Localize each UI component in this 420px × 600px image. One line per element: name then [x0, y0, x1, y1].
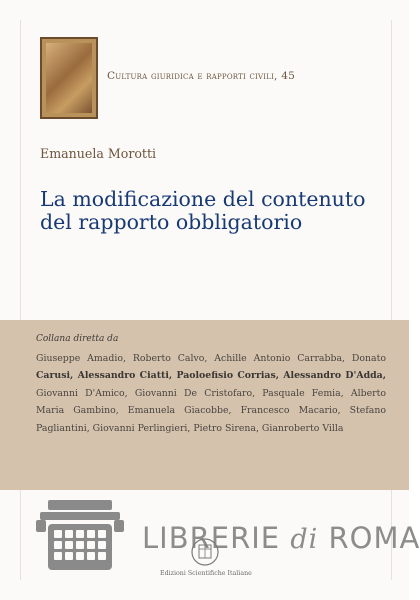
collana-label: Collana diretta da: [36, 334, 119, 344]
editors-text-3: Giovanni D'Amico, Giovanni De Cristofaro, Pasquale Femia, Alberto Maria Gambino, Emanuela Giacobbe, Francesco Macario, Stefano Pagliantini, Giovanni Perlingieri, Pietro Sirena, Gianroberto Villa: [36, 387, 386, 434]
editors-list: [36, 350, 386, 437]
brand-part-3: ROMA: [318, 521, 420, 555]
book-title: La modificazione del contenuto del rapporto obbligatorio: [40, 187, 366, 234]
series-title: [107, 70, 295, 82]
series-label: Cultura giuridica e rapporti civili, 45: [107, 70, 296, 82]
artwork-image: [46, 43, 92, 113]
editors-text-1: Giuseppe Amadio, Roberto Calvo, Achille Antonio Carrabba, Donato: [36, 353, 386, 364]
publisher-name: Edizioni Scientifiche Italiane: [160, 570, 252, 577]
typewriter-icon: [34, 498, 126, 574]
cover-artwork-thumbnail: [40, 37, 98, 119]
editors-text-2: Carusi, Alessandro Ciatti, Paoloefisio Corrias, Alessandro D'Adda,: [36, 370, 386, 382]
brand-part-1: LIBRERIE: [142, 521, 291, 555]
brand-part-2: di: [290, 524, 319, 555]
librerie-di-roma-brand: [142, 521, 420, 555]
seal-icon: [190, 537, 220, 567]
author-name: Emanuela Morotti: [40, 146, 157, 161]
